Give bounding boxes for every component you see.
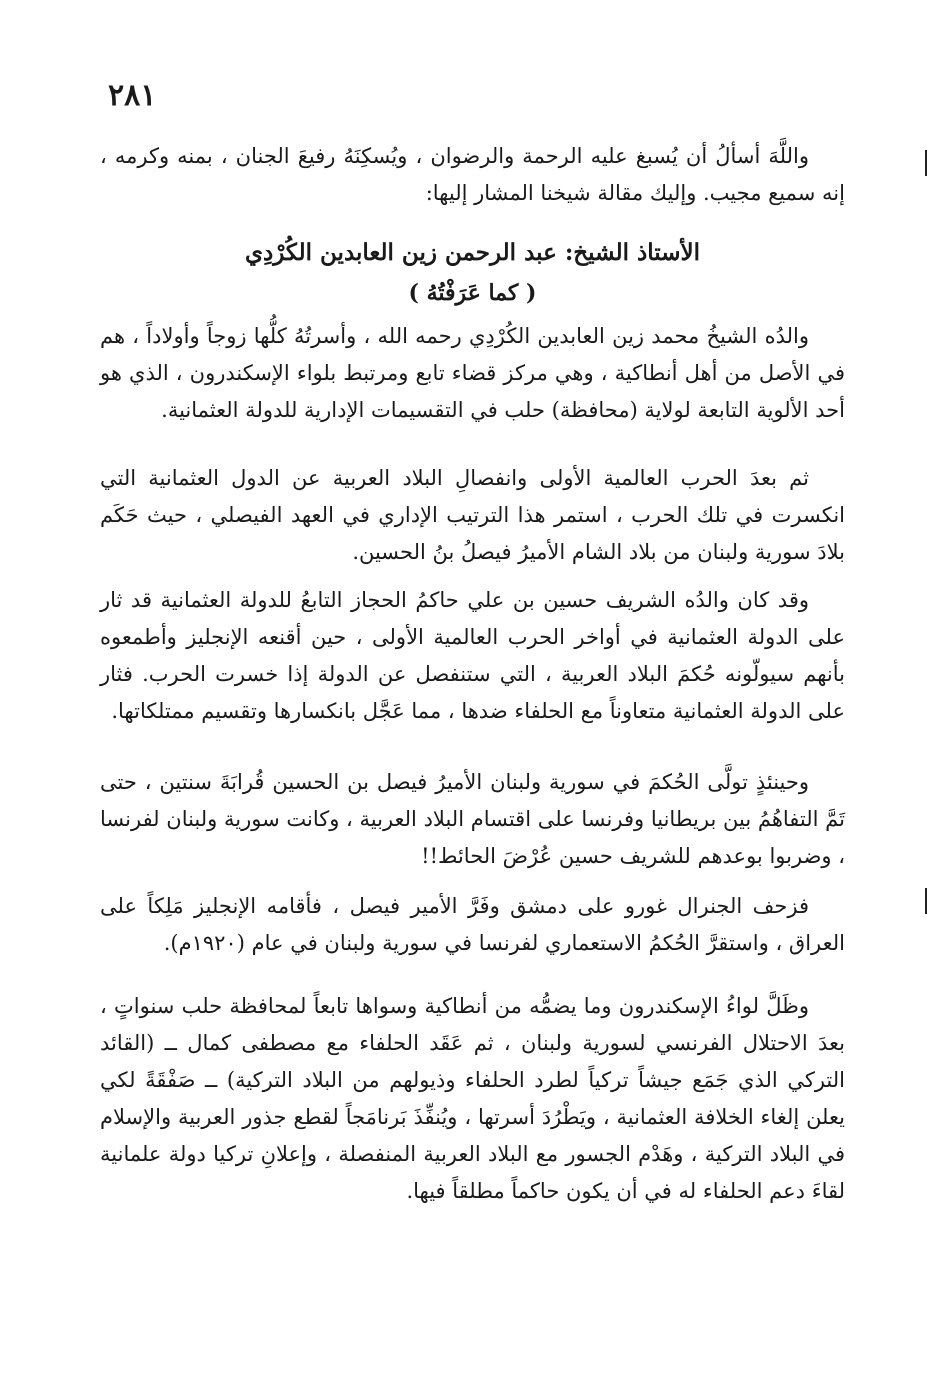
paragraph-4: وحينئذٍ تولَّى الحُكمَ في سورية ولبنان الأميرُ فيصل بن الحسين قُرابَةَ سنتين ، حتى تَمَّ التفاهُمُ بين بريطانيا وفرنسا على اقتسام البلاد العربية ، وكانت سورية ولبنان لفرنسا ، وضربوا بوعدهم للشريف حسين عُرْضَ الحائط!! [100,770,845,868]
margin-mark-top [925,150,927,176]
paragraph-2: ثم بعدَ الحرب العالمية الأولى وانفصالِ البلاد العربية عن الدول العثمانية التي انكسرت في تلك الحرب ، استمر هذا الترتيب الإداري في العهد الفيصلي ، حيث حَكَم بلادَ سورية ولبنان من بلاد الشام الأميرُ فيصلُ بنُ الحسين. [100,466,845,564]
paragraph-3: وقد كان والدُه الشريف حسين بن علي حاكمُ الحجاز التابعُ للدولة العثمانية قد ثار على الدولة العثمانية في أواخر الحرب العالمية الأولى ، حين أقنعه الإنجليز وأطمعوه بأنهم سيولّونه حُكمَ البلاد العربية ، التي ستنفصل عن الدولة إذا خسرت الحرب. فثار على الدولة العثمانية متعاوناً مع الحلفاء ضدها ، مما عَجَّل بانكسارها وتقسيم ممتلكاتها. [100,588,845,723]
margin-mark-bottom [925,888,927,914]
article-title: الأستاذ الشيخ: عبد الرحمن زين العابدين الكُرْدِي [245,239,700,266]
paragraph-1: والدُه الشيخُ محمد زين العابدين الكُرْدِي رحمه الله ، وأسرتُهُ كلُّها زوجاً وأولاداً ، هم في الأصل من أهل أنطاكية ، وهي مركز قضاء تابع ومرتبط بلواء الإسكندرون ، الذي هو أحد الألوية التابعة لولاية (محافظة) حلب في التقسيمات الإدارية للدولة العثمانية. [100,324,845,422]
paragraph-6: وظَلَّ لواءُ الإسكندرون وما يضمُّه من أنطاكية وسواها تابعاً لمحافظة حلب سنواتٍ ، بعدَ الاحتلال الفرنسي لسورية ولبنان ، ثم عَقَد الحلفاء مع مصطفى كمال ــ (القائد التركي الذي جَمَع جيشاً تركياً لطرد الحلفاء وذيولهم من البلاد التركية) ــ صَفْقَةً لكي يعلن إلغاء الخلافة العثمانية ، ويَطْرُدَ أسرتها ، ويُنفِّذَ بَرنامَجاً لقطع جذور العربية والإسلام في البلاد التركية ، وهَدْم الجسور مع البلاد العربية المنفصلة ، وإعلانِ تركيا دولة علمانية لقاءَ دعم الحلفاء له في أن يكون حاكماً مطلقاً فيها. [100,994,845,1203]
paragraph-5: فزحف الجنرال غورو على دمشق وفَرَّ الأمير فيصل ، فأقامه الإنجليز مَلِكاً على العراق ، واستقرَّ الحُكمُ الاستعماري لفرنسا في سورية ولبنان في عام (١٩٢٠م). [100,894,845,955]
page-number: ٢٨١ [108,78,157,113]
article-subtitle: ( كما عَرَفْتُهُ ) [408,280,537,306]
intro-paragraph: واللَّهَ أسألُ أن يُسبغ عليه الرحمة والرضوان ، ويُسكِنَهُ رفيعَ الجنان ، بمنه وكرمه ، إنه سميع مجيب. وإليك مقالة شيخنا المشار إليها: [100,144,845,205]
